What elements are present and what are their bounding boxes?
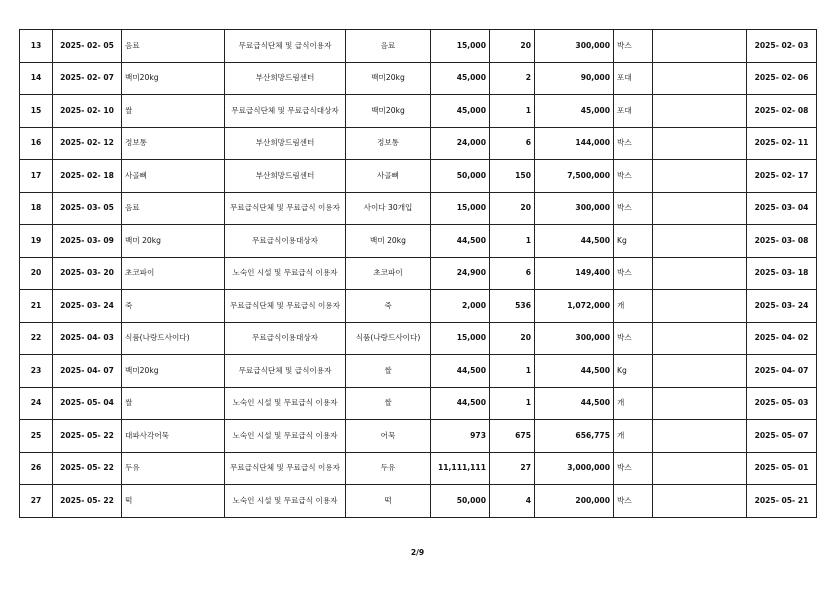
row-number-cell: 27 <box>20 485 53 518</box>
distribution-date-cell: 2025- 03- 04 <box>747 192 817 225</box>
unit-cell: 포대 <box>614 95 653 128</box>
unit-cell: Kg <box>614 225 653 258</box>
unit-cell: 박스 <box>614 192 653 225</box>
unit-price-cell: 24,900 <box>431 257 490 290</box>
note-cell <box>653 322 747 355</box>
product-cell: 음료 <box>346 30 431 63</box>
amount-cell: 44,500 <box>535 387 614 420</box>
item-name-cell: 초코파이 <box>122 257 225 290</box>
amount-cell: 200,000 <box>535 485 614 518</box>
unit-cell: 포대 <box>614 62 653 95</box>
note-cell <box>653 420 747 453</box>
date-cell: 2025- 02- 10 <box>53 95 122 128</box>
unit-price-cell: 24,000 <box>431 127 490 160</box>
amount-cell: 149,400 <box>535 257 614 290</box>
table-row <box>20 322 817 355</box>
quantity-cell: 675 <box>490 420 535 453</box>
distribution-date-cell: 2025- 05- 01 <box>747 452 817 485</box>
amount-cell: 144,000 <box>535 127 614 160</box>
unit-cell: 박스 <box>614 127 653 160</box>
item-name-cell: 백미20kg <box>122 62 225 95</box>
date-cell: 2025- 05- 22 <box>53 452 122 485</box>
distribution-date-cell: 2025- 04- 07 <box>747 355 817 388</box>
item-name-cell: 대파사각어묵 <box>122 420 225 453</box>
note-cell <box>653 485 747 518</box>
unit-price-cell: 44,500 <box>431 225 490 258</box>
row-number-cell: 15 <box>20 95 53 128</box>
note-cell <box>653 160 747 193</box>
distribution-date-cell: 2025- 02- 11 <box>747 127 817 160</box>
distribution-date-cell: 2025- 02- 06 <box>747 62 817 95</box>
distribution-date-cell: 2025- 03- 24 <box>747 290 817 323</box>
date-cell: 2025- 05- 04 <box>53 387 122 420</box>
distribution-date-cell: 2025- 03- 18 <box>747 257 817 290</box>
product-cell: 식품(나랑드사이다) <box>346 322 431 355</box>
unit-cell: 개 <box>614 290 653 323</box>
product-cell: 사골뼈 <box>346 160 431 193</box>
note-cell <box>653 290 747 323</box>
item-name-cell: 백미20kg <box>122 355 225 388</box>
date-cell: 2025- 02- 05 <box>53 30 122 63</box>
donation-ledger-table <box>19 29 817 518</box>
product-cell: 사이다 30개입 <box>346 192 431 225</box>
date-cell: 2025- 03- 09 <box>53 225 122 258</box>
date-cell: 2025- 04- 03 <box>53 322 122 355</box>
item-name-cell: 정보통 <box>122 127 225 160</box>
date-cell: 2025- 03- 24 <box>53 290 122 323</box>
recipient-cell: 부산희망드림센터 <box>225 160 346 193</box>
product-cell: 죽 <box>346 290 431 323</box>
row-number-cell: 18 <box>20 192 53 225</box>
recipient-cell: 부산희망드림센터 <box>225 127 346 160</box>
note-cell <box>653 95 747 128</box>
unit-cell: 박스 <box>614 322 653 355</box>
quantity-cell: 6 <box>490 257 535 290</box>
amount-cell: 7,500,000 <box>535 160 614 193</box>
table-row <box>20 192 817 225</box>
amount-cell: 3,000,000 <box>535 452 614 485</box>
unit-price-cell: 50,000 <box>431 485 490 518</box>
product-cell: 두유 <box>346 452 431 485</box>
row-number-cell: 21 <box>20 290 53 323</box>
unit-price-cell: 11,111,111 <box>431 452 490 485</box>
distribution-date-cell: 2025- 02- 03 <box>747 30 817 63</box>
table-row <box>20 160 817 193</box>
table-row <box>20 485 817 518</box>
note-cell <box>653 452 747 485</box>
recipient-cell: 무료급식이용대상자 <box>225 322 346 355</box>
row-number-cell: 23 <box>20 355 53 388</box>
item-name-cell: 백미 20kg <box>122 225 225 258</box>
row-number-cell: 13 <box>20 30 53 63</box>
quantity-cell: 1 <box>490 225 535 258</box>
amount-cell: 90,000 <box>535 62 614 95</box>
date-cell: 2025- 05- 22 <box>53 485 122 518</box>
distribution-date-cell: 2025- 03- 08 <box>747 225 817 258</box>
table-row <box>20 127 817 160</box>
item-name-cell: 쌀 <box>122 95 225 128</box>
unit-price-cell: 50,000 <box>431 160 490 193</box>
amount-cell: 656,775 <box>535 420 614 453</box>
quantity-cell: 6 <box>490 127 535 160</box>
table-row <box>20 225 817 258</box>
table-row <box>20 290 817 323</box>
item-name-cell: 음료 <box>122 30 225 63</box>
quantity-cell: 4 <box>490 485 535 518</box>
unit-price-cell: 15,000 <box>431 322 490 355</box>
product-cell: 백미20kg <box>346 62 431 95</box>
recipient-cell: 무료급식단체 및 급식이용자 <box>225 355 346 388</box>
table-row <box>20 257 817 290</box>
product-cell: 어묵 <box>346 420 431 453</box>
row-number-cell: 14 <box>20 62 53 95</box>
recipient-cell: 무료급식단체 및 급식이용자 <box>225 30 346 63</box>
quantity-cell: 20 <box>490 322 535 355</box>
amount-cell: 45,000 <box>535 95 614 128</box>
item-name-cell: 식품(나랑드사이다) <box>122 322 225 355</box>
amount-cell: 300,000 <box>535 192 614 225</box>
recipient-cell: 무료급식단체 및 무료급식대상자 <box>225 95 346 128</box>
row-number-cell: 20 <box>20 257 53 290</box>
date-cell: 2025- 02- 07 <box>53 62 122 95</box>
date-cell: 2025- 03- 20 <box>53 257 122 290</box>
date-cell: 2025- 04- 07 <box>53 355 122 388</box>
note-cell <box>653 225 747 258</box>
recipient-cell: 무료급식단체 및 무료급식 이용자 <box>225 290 346 323</box>
quantity-cell: 1 <box>490 387 535 420</box>
recipient-cell: 노숙인 시설 및 무료급식 이용자 <box>225 387 346 420</box>
note-cell <box>653 257 747 290</box>
recipient-cell: 노숙인 시설 및 무료급식 이용자 <box>225 420 346 453</box>
row-number-cell: 17 <box>20 160 53 193</box>
date-cell: 2025- 05- 22 <box>53 420 122 453</box>
table-row <box>20 95 817 128</box>
date-cell: 2025- 02- 12 <box>53 127 122 160</box>
unit-cell: 개 <box>614 387 653 420</box>
recipient-cell: 노숙인 시설 및 무료급식 이용자 <box>225 485 346 518</box>
row-number-cell: 19 <box>20 225 53 258</box>
row-number-cell: 22 <box>20 322 53 355</box>
item-name-cell: 사골뼈 <box>122 160 225 193</box>
quantity-cell: 20 <box>490 30 535 63</box>
recipient-cell: 부산희망드림센터 <box>225 62 346 95</box>
unit-price-cell: 44,500 <box>431 355 490 388</box>
unit-price-cell: 45,000 <box>431 62 490 95</box>
quantity-cell: 1 <box>490 95 535 128</box>
table-row <box>20 452 817 485</box>
note-cell <box>653 192 747 225</box>
unit-cell: 박스 <box>614 485 653 518</box>
product-cell: 쌀 <box>346 355 431 388</box>
unit-price-cell: 15,000 <box>431 192 490 225</box>
recipient-cell: 노숙인 시설 및 무료급식 이용자 <box>225 257 346 290</box>
unit-cell: Kg <box>614 355 653 388</box>
table-row <box>20 387 817 420</box>
amount-cell: 1,072,000 <box>535 290 614 323</box>
amount-cell: 300,000 <box>535 322 614 355</box>
unit-cell: 박스 <box>614 160 653 193</box>
date-cell: 2025- 02- 18 <box>53 160 122 193</box>
quantity-cell: 150 <box>490 160 535 193</box>
ledger-body <box>20 30 817 518</box>
note-cell <box>653 387 747 420</box>
unit-cell: 박스 <box>614 30 653 63</box>
item-name-cell: 쌀 <box>122 387 225 420</box>
distribution-date-cell: 2025- 05- 03 <box>747 387 817 420</box>
unit-price-cell: 45,000 <box>431 95 490 128</box>
table-row <box>20 62 817 95</box>
table-row <box>20 420 817 453</box>
table-row <box>20 355 817 388</box>
quantity-cell: 1 <box>490 355 535 388</box>
unit-price-cell: 2,000 <box>431 290 490 323</box>
item-name-cell: 두유 <box>122 452 225 485</box>
unit-cell: 박스 <box>614 257 653 290</box>
amount-cell: 44,500 <box>535 225 614 258</box>
amount-cell: 44,500 <box>535 355 614 388</box>
date-cell: 2025- 03- 05 <box>53 192 122 225</box>
quantity-cell: 2 <box>490 62 535 95</box>
product-cell: 초코파이 <box>346 257 431 290</box>
unit-cell: 개 <box>614 420 653 453</box>
row-number-cell: 24 <box>20 387 53 420</box>
row-number-cell: 26 <box>20 452 53 485</box>
note-cell <box>653 127 747 160</box>
distribution-date-cell: 2025- 04- 02 <box>747 322 817 355</box>
distribution-date-cell: 2025- 05- 07 <box>747 420 817 453</box>
recipient-cell: 무료급식단체 및 무료급식 이용자 <box>225 452 346 485</box>
product-cell: 백미 20kg <box>346 225 431 258</box>
unit-cell: 박스 <box>614 452 653 485</box>
product-cell: 쌀 <box>346 387 431 420</box>
page-number: 2/9 <box>410 548 425 557</box>
amount-cell: 300,000 <box>535 30 614 63</box>
note-cell <box>653 355 747 388</box>
product-cell: 백미20kg <box>346 95 431 128</box>
table-row <box>20 30 817 63</box>
quantity-cell: 27 <box>490 452 535 485</box>
row-number-cell: 25 <box>20 420 53 453</box>
note-cell <box>653 30 747 63</box>
item-name-cell: 음료 <box>122 192 225 225</box>
product-cell: 떡 <box>346 485 431 518</box>
note-cell <box>653 62 747 95</box>
distribution-date-cell: 2025- 02- 17 <box>747 160 817 193</box>
product-cell: 정보통 <box>346 127 431 160</box>
unit-price-cell: 44,500 <box>431 387 490 420</box>
distribution-date-cell: 2025- 02- 08 <box>747 95 817 128</box>
quantity-cell: 536 <box>490 290 535 323</box>
quantity-cell: 20 <box>490 192 535 225</box>
recipient-cell: 무료급식이용대상자 <box>225 225 346 258</box>
unit-price-cell: 973 <box>431 420 490 453</box>
recipient-cell: 무료급식단체 및 무료급식 이용자 <box>225 192 346 225</box>
distribution-date-cell: 2025- 05- 21 <box>747 485 817 518</box>
item-name-cell: 죽 <box>122 290 225 323</box>
unit-price-cell: 15,000 <box>431 30 490 63</box>
row-number-cell: 16 <box>20 127 53 160</box>
item-name-cell: 떡 <box>122 485 225 518</box>
